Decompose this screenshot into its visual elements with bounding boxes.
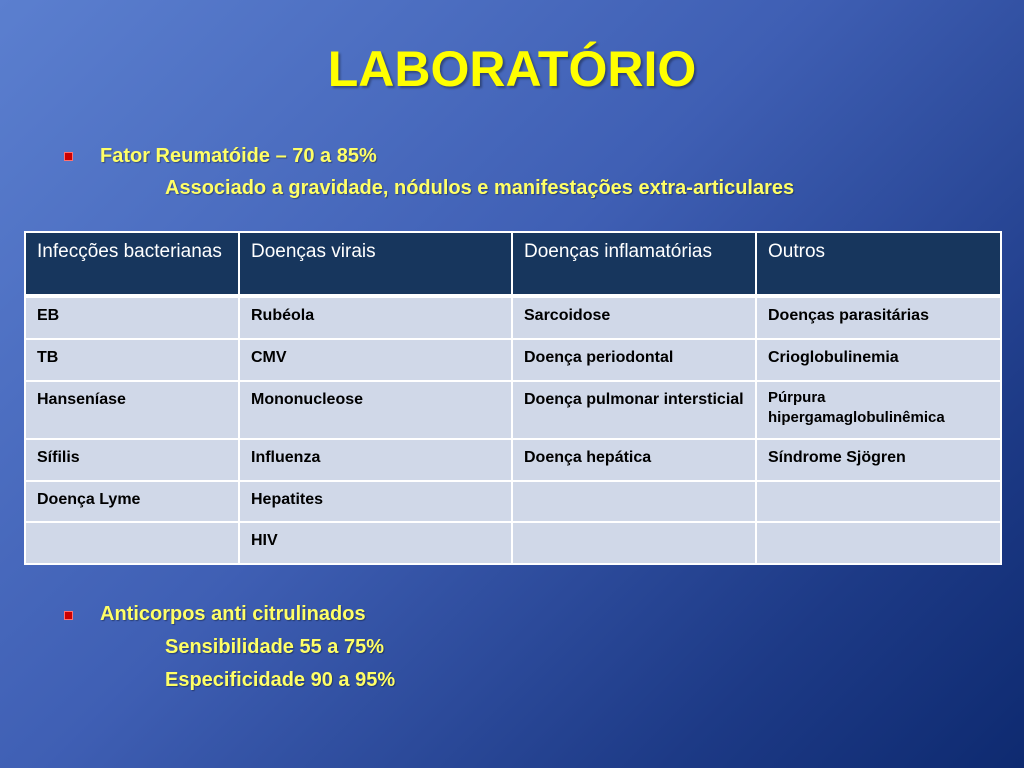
table-cell — [756, 481, 1001, 522]
table-cell: Púrpura hipergamaglobulinêmica — [756, 381, 1001, 439]
table-cell: Doenças parasitárias — [756, 296, 1001, 339]
table-row — [25, 439, 1001, 481]
table-cell: Influenza — [239, 439, 512, 481]
table-cell — [512, 522, 756, 564]
table-cell: Doença hepática — [512, 439, 756, 481]
causes-table — [24, 231, 1002, 565]
table-cell: Sarcoidose — [512, 296, 756, 339]
slide-title: LABORATÓRIO — [327, 41, 697, 97]
sub-sensitivity: Sensibilidade 55 a 75% — [165, 636, 384, 658]
header-inflammatory: Doenças inflamatórias — [512, 232, 756, 296]
table-cell: Doença pulmonar intersticial — [512, 381, 756, 439]
table-cell — [512, 481, 756, 522]
table-row — [25, 522, 1001, 564]
header-bacterial: Infecções bacterianas — [25, 232, 239, 296]
table-row — [25, 339, 1001, 381]
table-row — [25, 481, 1001, 522]
bullet-anti-citrullinated: Anticorpos anti citrulinados — [100, 603, 366, 625]
table-cell: Rubéola — [239, 296, 512, 339]
table-cell: CMV — [239, 339, 512, 381]
header-others: Outros — [756, 232, 1001, 296]
table-cell: TB — [25, 339, 239, 381]
header-viral: Doenças virais — [239, 232, 512, 296]
table-cell: EB — [25, 296, 239, 339]
table-cell: Doença periodontal — [512, 339, 756, 381]
table-header-row — [25, 232, 1001, 296]
table-cell: Síndrome Sjögren — [756, 439, 1001, 481]
bullet-rheumatoid-factor: Fator Reumatóide – 70 a 85% — [100, 145, 377, 167]
bullet-square-icon — [64, 152, 73, 161]
table-cell — [25, 522, 239, 564]
sub-specificity: Especificidade 90 a 95% — [165, 669, 396, 691]
table-row — [25, 381, 1001, 439]
table-cell — [756, 522, 1001, 564]
table-row — [25, 296, 1001, 339]
table-cell: Hanseníase — [25, 381, 239, 439]
table-cell: Sífilis — [25, 439, 239, 481]
sub-rheumatoid-association: Associado a gravidade, nódulos e manifestações extra-articulares — [165, 177, 795, 199]
table-cell: Doença Lyme — [25, 481, 239, 522]
table-cell: Mononucleose — [239, 381, 512, 439]
bullet-square-icon — [64, 611, 73, 620]
table-cell: HIV — [239, 522, 512, 564]
table-cell: Crioglobulinemia — [756, 339, 1001, 381]
table-cell: Hepatites — [239, 481, 512, 522]
